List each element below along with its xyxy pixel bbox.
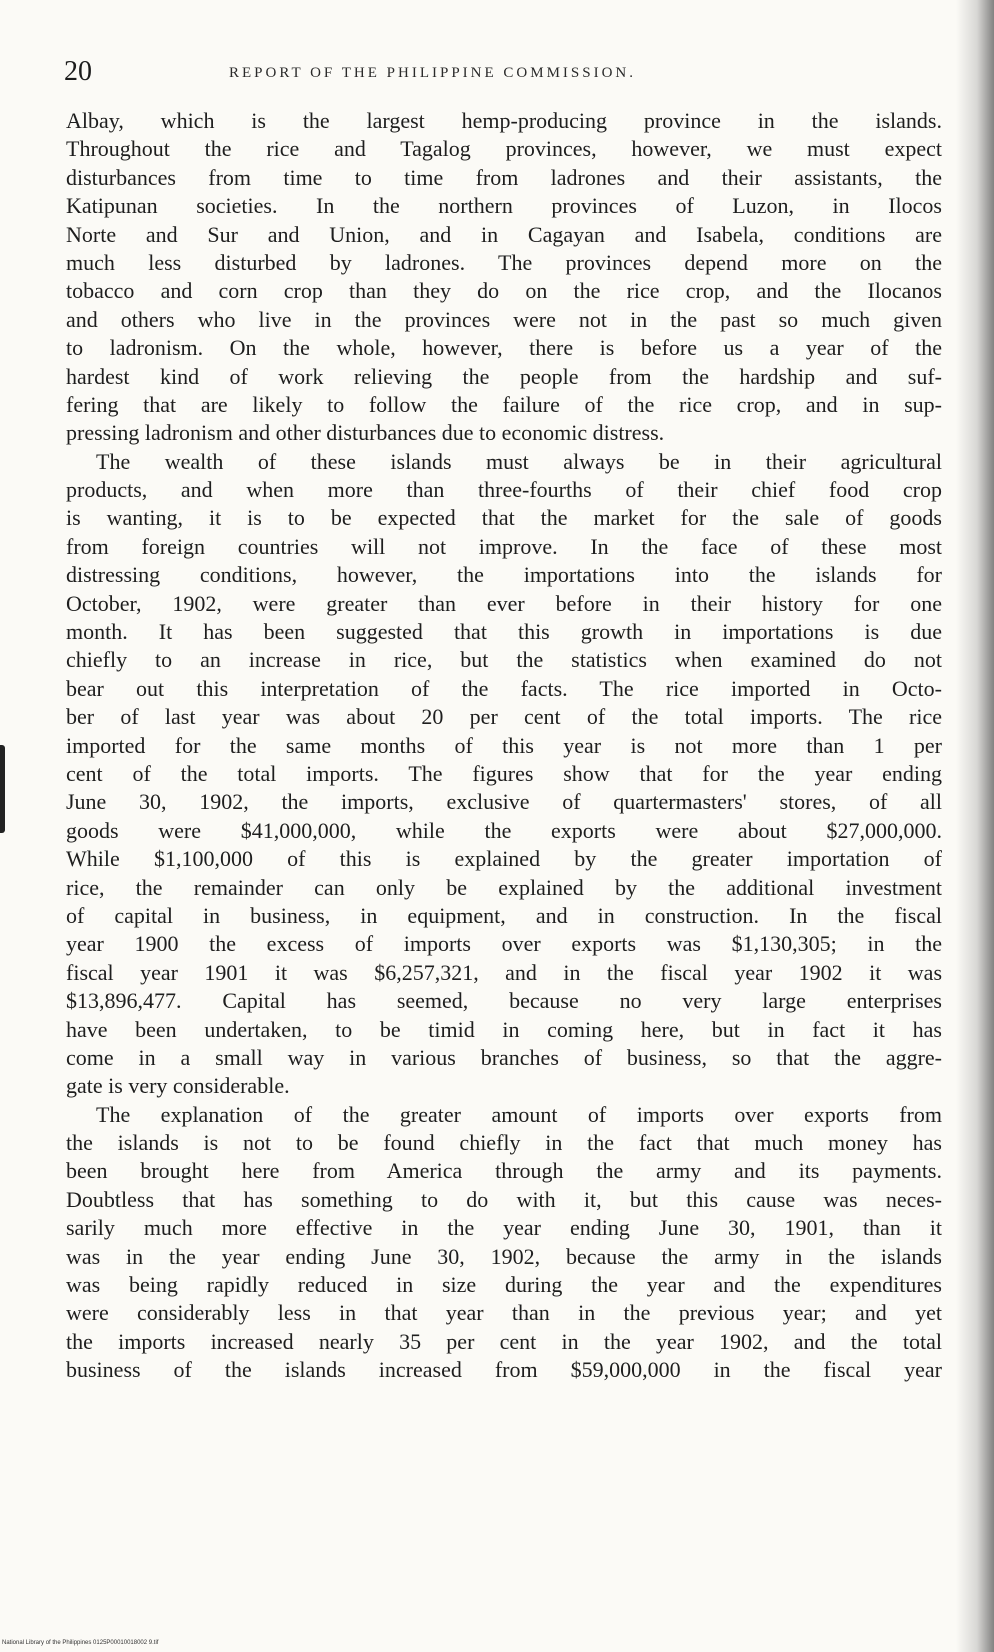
running-head xyxy=(64,56,944,96)
paragraph-3 xyxy=(66,1101,942,1385)
text-line: rice, the remainder can only be explained by the additional investment xyxy=(66,874,942,900)
text-line: products, and when more than three-fourths of their chief food crop xyxy=(66,477,942,503)
scan-edge-mark xyxy=(0,745,5,833)
text-line: October, 1902, were greater than ever before in their history for one xyxy=(66,590,942,616)
text-line: were considerably less in that year than in the previous year; and yet xyxy=(66,1300,942,1326)
page-edge-shadow xyxy=(956,0,994,1652)
text-line: Norte and Sur and Union, and in Cagayan and Isabela, conditions are xyxy=(66,221,942,247)
body-text xyxy=(66,107,942,1385)
text-line: business of the islands increased from $59,000,000 in the fiscal year xyxy=(66,1357,942,1383)
text-line: Albay, which is the largest hemp-producing province in the islands. xyxy=(66,108,942,133)
text-line: $13,896,477. Capital has seemed, because no very large enterprises xyxy=(66,988,942,1014)
text-line: come in a small way in various branches of business, so that the aggre- xyxy=(66,1044,942,1070)
page-number: 20 xyxy=(64,56,92,87)
text-line: sarily much more effective in the year ending June 30, 1901, than it xyxy=(66,1215,942,1241)
text-line: year 1900 the excess of imports over exports was $1,130,305; in the xyxy=(66,931,942,957)
text-line: was being rapidly reduced in size during the year and the expenditures xyxy=(66,1272,942,1298)
text-line: tobacco and corn crop than they do on the rice crop, and the Ilocanos xyxy=(66,278,942,304)
text-line: The explanation of the greater amount of imports over exports from xyxy=(96,1101,942,1127)
text-line: is wanting, it is to be expected that the market for the sale of goods xyxy=(66,505,942,531)
text-line: gate is very considerable. xyxy=(66,1073,290,1099)
text-line: While $1,100,000 of this is explained by the greater importation of xyxy=(66,846,942,872)
text-line: The wealth of these islands must always be in their agricultural xyxy=(96,448,942,474)
text-line: disturbances from time to time from ladrones and their assistants, the xyxy=(66,164,942,190)
text-line: the imports increased nearly 35 per cent in the year 1902, and the total xyxy=(66,1328,942,1354)
text-line: ber of last year was about 20 per cent of the total imports. The rice xyxy=(66,704,942,730)
footer-note: National Library of the Philippines 0125P00010018002 9.tif xyxy=(2,1640,159,1646)
text-line: Katipunan societies. In the northern provinces of Luzon, in Ilocos xyxy=(66,193,942,219)
text-line: the islands is not to be found chiefly in the fact that much money has xyxy=(66,1130,942,1156)
text-line: month. It has been suggested that this growth in importations is due xyxy=(66,619,942,645)
text-line: pressing ladronism and other disturbances due to economic distress. xyxy=(66,420,665,446)
text-line: distressing conditions, however, the importations into the islands for xyxy=(66,562,942,588)
text-line: Throughout the rice and Tagalog provinces, however, we must expect xyxy=(66,136,942,162)
text-line: from foreign countries will not improve. In the face of these most xyxy=(66,533,942,559)
text-line: cent of the total imports. The figures show that for the year ending xyxy=(66,760,942,786)
paragraph-1 xyxy=(66,107,942,448)
running-title: REPORT OF THE PHILIPPINE COMMISSION. xyxy=(229,65,637,81)
paragraph-2 xyxy=(66,448,942,1101)
text-line: and others who live in the provinces were not in the past so much given xyxy=(66,306,942,332)
text-line: bear out this interpretation of the facts. The rice imported in Octo- xyxy=(66,675,942,701)
text-line: fering that are likely to follow the failure of the rice crop, and in sup- xyxy=(66,391,942,417)
text-line: was in the year ending June 30, 1902, because the army in the islands xyxy=(66,1243,942,1269)
text-line: chiefly to an increase in rice, but the statistics when examined do not xyxy=(66,647,942,673)
text-line: been brought here from America through the army and its payments. xyxy=(66,1158,942,1184)
text-line: much less disturbed by ladrones. The provinces depend more on the xyxy=(66,249,942,275)
text-line: goods were $41,000,000, while the exports were about $27,000,000. xyxy=(66,817,942,843)
text-line: fiscal year 1901 it was $6,257,321, and in the fiscal year 1902 it was xyxy=(66,959,942,985)
text-line: to ladronism. On the whole, however, there is before us a year of the xyxy=(66,335,942,361)
text-line: June 30, 1902, the imports, exclusive of quartermasters' stores, of all xyxy=(66,789,942,815)
text-line: have been undertaken, to be timid in coming here, but in fact it has xyxy=(66,1016,942,1042)
text-line: imported for the same months of this year is not more than 1 per xyxy=(66,732,942,758)
text-line: Doubtless that has something to do with it, but this cause was neces- xyxy=(66,1186,942,1212)
text-line: of capital in business, in equipment, and in construction. In the fiscal xyxy=(66,902,942,928)
text-line: hardest kind of work relieving the people from the hardship and suf- xyxy=(66,363,942,389)
